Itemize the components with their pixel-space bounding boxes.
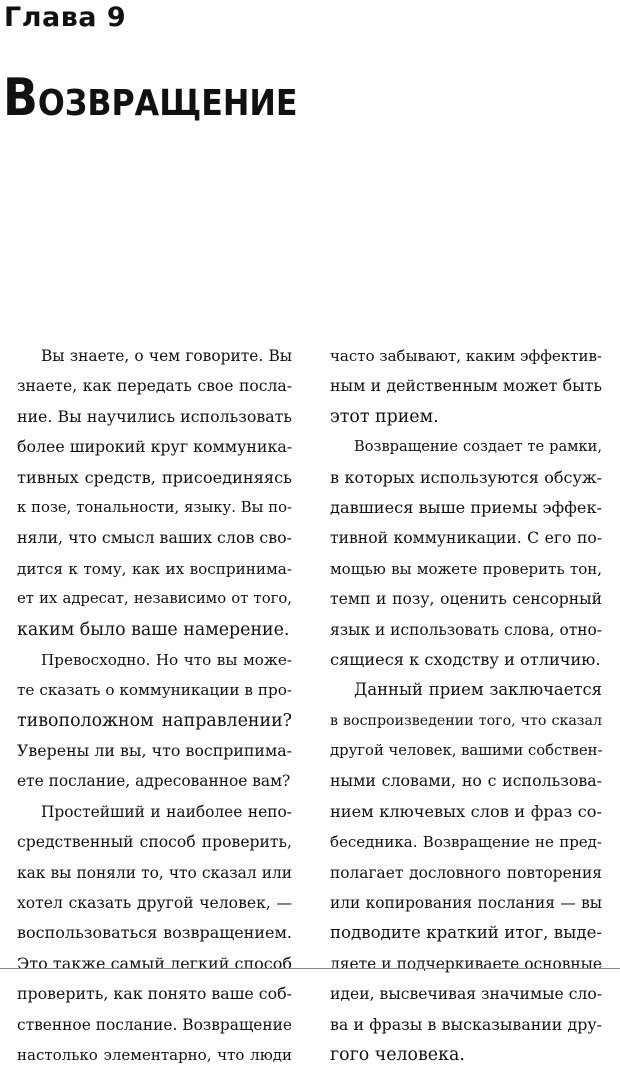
- text-line: средственный способ проверить,: [17, 833, 292, 852]
- text-line: мощью вы можете проверить тон,: [330, 559, 602, 578]
- text-line: или копирования послания — вы: [330, 894, 602, 913]
- text-line: ляете и подчеркиваете основные: [330, 954, 602, 973]
- text-line: гого человека.: [330, 1044, 465, 1065]
- text-line: Данный прием заключается: [354, 680, 602, 700]
- text-line: другой человек, вашими собствен-: [330, 742, 603, 760]
- text-line: темп и позу, оценить сенсорный: [330, 590, 602, 609]
- text-line: беседника. Возвращение не пред-: [330, 833, 602, 852]
- text-line: те сказать о коммуникации в про-: [17, 681, 292, 700]
- chapter-title: Возвращение: [3, 68, 298, 128]
- text-line: няли, что смысл ваших слов сво-: [17, 528, 292, 548]
- text-line: ва и фразы в высказывании дру-: [330, 1014, 602, 1034]
- text-line: тивных средств, присоединяясь: [17, 467, 292, 487]
- text-line: часто забывают, каким эффектив-: [330, 347, 602, 365]
- text-line: нием ключевых слов и фраз со-: [330, 801, 602, 821]
- text-line: Вы знаете, о чем говорите. Вы: [41, 347, 292, 365]
- text-line: воспользоваться возвращением.: [17, 923, 292, 943]
- text-line: Превосходно. Но что вы може-: [41, 650, 292, 669]
- text-line: Возвращение создает те рамки,: [354, 438, 602, 456]
- text-line: к позе, тональности, языку. Вы по-: [17, 498, 292, 516]
- text-line: в которых используются обсуж-: [330, 467, 602, 487]
- text-line: ние. Вы научились использовать: [17, 406, 292, 426]
- text-line: проверить, как понято ваше соб-: [17, 984, 292, 1004]
- text-line: идеи, высвечивая значимые сло-: [330, 985, 602, 1004]
- text-line: хотел сказать другой человек, —: [17, 894, 292, 913]
- text-line: ете послание, адресованное вам?: [17, 772, 291, 791]
- text-line: ным и действенным может быть: [330, 376, 602, 396]
- text-line: сящиеся к сходству и отличию.: [330, 649, 601, 669]
- text-line: в воспроизведении того, что сказал: [330, 712, 602, 729]
- text-line: ными словами, но с использова-: [330, 771, 602, 791]
- text-line: давшиеся выше приемы эффек-: [330, 497, 603, 517]
- text-line: каким было ваше намерение.: [17, 619, 290, 640]
- text-line: тивной коммуникации. С его по-: [330, 529, 602, 548]
- text-line: Уверены ли вы, что восприпима-: [17, 741, 292, 761]
- text-line: подводите краткий итог, выде-: [330, 923, 602, 943]
- text-line: ет их адресат, независимо от того,: [17, 590, 292, 608]
- text-line: Это также самый легкий способ: [17, 953, 292, 973]
- text-line: этот прием.: [330, 406, 439, 427]
- text-column-right: [330, 341, 602, 1070]
- page-bottom-rule: [0, 968, 620, 969]
- text-line: дится к тому, как их воспринима-: [17, 559, 292, 578]
- text-column-left: [17, 341, 292, 1070]
- text-line: Простейший и наиболее непо-: [41, 802, 292, 821]
- text-line: настолько элементарно, что люди: [17, 1045, 292, 1064]
- text-line: язык и использовать слова, отно-: [330, 620, 602, 639]
- text-line: ственное послание. Возвращение: [17, 1015, 292, 1034]
- text-line: более широкий круг коммуника-: [17, 437, 293, 457]
- text-line: тивоположном направлении?: [17, 710, 292, 731]
- text-line: знаете, как передать свое посла-: [17, 377, 292, 396]
- text-line: как вы поняли то, что сказал или: [17, 863, 292, 882]
- text-line: полагает дословного повторения: [330, 863, 602, 882]
- chapter-label: Глава 9: [4, 2, 127, 33]
